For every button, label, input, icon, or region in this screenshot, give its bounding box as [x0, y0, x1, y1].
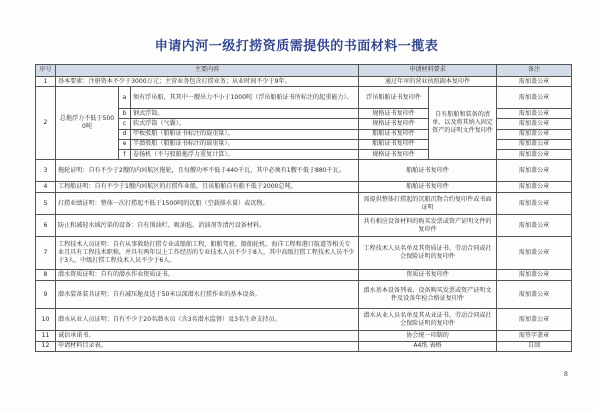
row-note: 需加盖公章 [497, 129, 572, 139]
row-group-label: 总拖浮力不低于5000吨 [56, 87, 119, 160]
sub-letter: f [119, 150, 131, 160]
row-content: 工程技术人员证明：自有从事救助打捞专业或船舶工程、船舶驾驶、船舶轮机、海洋工程和港口航道等相关专业且具有工程技术职称，并具有两年以上工作经历的专业技术人员不少于8人，其中高级打捞工程技术人员不少于3人，中级打捞工程技术人员不少于6人。 [56, 237, 359, 270]
materials-table [35, 64, 572, 352]
sub-requirement: 规格证书复印件 [359, 150, 429, 160]
table-row [36, 270, 572, 281]
row-no: 7 [36, 237, 56, 270]
row-requirement: 潜水基本设备列表、设备购买发票或资产证明文件及设备年检合格证复印件 [359, 281, 497, 309]
row-no: 4 [36, 182, 56, 193]
row-note: 需加盖公章 [497, 160, 572, 182]
sub-content: 甲板驳船（船舶证书标注的载重量）。 [131, 129, 359, 139]
row-content: 防止和减轻水域污染的设备：自有围油栏、吸油毡、消油剂等清污设备材料。 [56, 215, 359, 237]
row-note: 需加盖公章 [497, 182, 572, 193]
row-content: 打捞业绩证明：整体一次打捞起不低于1500吨的沉船（空载排水量）或沉物。 [56, 193, 359, 215]
row-note: 需加盖公章 [497, 119, 572, 129]
row-content: 诚信承诺书。 [56, 331, 359, 341]
table-row [36, 87, 572, 109]
row-note: 需加盖公章 [497, 193, 572, 215]
row-note: 需加盖公章 [497, 87, 572, 109]
sub-content: 钢式浮筒。 [131, 109, 359, 119]
sub-requirement: 浮吊船舶证书复印件 [359, 87, 429, 109]
row-note: 需加盖公章 [497, 109, 572, 119]
row-requirement: 工程技术人员名单及其资质证书、劳动合同或社会保险证明的复印件 [359, 237, 497, 270]
row-content: 潜水装备装具证明：自有减压舱及适于50米以深潜水打捞作业的基本设备。 [56, 281, 359, 309]
header-note: 备注 [497, 65, 572, 77]
row-requirement: 船舶证书复印件 [359, 182, 497, 193]
row-requirement: 潜水从业人员名单及其从业证书、劳动合同或社会保险证明的复印件 [359, 309, 497, 331]
row-no: 9 [36, 281, 56, 309]
row-content: 基本要素：注册资本不少于3000万元；主营业务包含打捞业务；从业时间不少于9年。 [56, 77, 359, 87]
table-header-row [36, 65, 572, 77]
row-note: 需加盖公章 [497, 237, 572, 270]
row-requirement: 资质证书复印件 [359, 270, 497, 281]
sub-letter: c [119, 119, 131, 129]
sub-content: 半潜驳船（船舶证书标注的载重量）。 [131, 139, 359, 149]
row-no: 3 [36, 160, 56, 182]
header-content: 主要内容 [56, 65, 359, 77]
row-no: 10 [36, 309, 56, 331]
row-note: 需加盖公章 [497, 77, 572, 87]
sub-content: 软式浮筒（气囊）。 [131, 119, 359, 129]
row-requirement: 需提供整体打捞起的沉船沉物合约复印件或书面证明 [359, 193, 497, 215]
table-row [36, 309, 572, 331]
sub-content: 卷扬机（不与驳船拖浮力重复计算）。 [131, 150, 359, 160]
row-no: 12 [36, 341, 56, 351]
row-note: 自制 [497, 341, 572, 351]
table-row [36, 77, 572, 87]
sub-requirement: 船舶证书复印件 [359, 139, 429, 149]
table-row [36, 331, 572, 341]
row-no: 11 [36, 331, 56, 341]
document-title: 申请内河一级打捞资质需提供的书面材料一揽表 [154, 39, 439, 54]
sub-letter: a [119, 87, 131, 109]
row-note: 需加盖公章 [497, 150, 572, 160]
table-row [36, 281, 572, 309]
row-content: 拖轮证明：自有不少于2艘的内河航区拖轮，且每艘功率不低于440千瓦，其中必须有1艘不低于880千瓦。 [56, 160, 359, 182]
table-row [36, 341, 572, 351]
row-no: 5 [36, 193, 56, 215]
row-note: 需加盖公章 [497, 281, 572, 309]
row-group-requirement: 自有船舶和装备的清单，以及将其纳入固定资产的证明文件复印件 [429, 87, 497, 160]
row-note: 需加盖公章 [497, 215, 572, 237]
table-row [36, 160, 572, 182]
sub-letter: e [119, 139, 131, 149]
sub-requirement: 规格证书复印件 [359, 109, 429, 119]
row-requirement: 通过年审的营业执照副本复印件 [359, 77, 497, 87]
header-no: 序号 [36, 65, 56, 77]
table-row [36, 182, 572, 193]
row-content: 工程船证明：自有不少于1艘内河航区的打捞作业船，且该船舶自有舶不低于2000总吨。 [56, 182, 359, 193]
table-row [36, 193, 572, 215]
row-requirement: 共有相应设备材料的购买发票或资产证明文件的复印件 [359, 215, 497, 237]
table-row [36, 215, 572, 237]
sub-requirement: 规格证书复印件 [359, 119, 429, 129]
row-content: 潜水资质证明：自有的潜水作业资质证书。 [56, 270, 359, 281]
sub-content: 须有浮吊船，其其中一艘吊力不小于1000吨（浮吊船舶证书所标注的起重能力）。 [131, 87, 359, 109]
row-note: 需加盖公章 [497, 309, 572, 331]
row-requirement: 协会统一印制的 [359, 331, 497, 341]
row-note: 需加盖公章 [497, 139, 572, 149]
sub-requirement: 船舶证书复印件 [359, 129, 429, 139]
row-no: 2 [36, 87, 56, 160]
row-requirement: 船舶证书复印件 [359, 160, 497, 182]
row-note: 需签字盖章 [497, 331, 572, 341]
row-no: 6 [36, 215, 56, 237]
row-no: 1 [36, 77, 56, 87]
row-requirement: A4纸 表格 [359, 341, 497, 351]
sub-letter: b [119, 109, 131, 119]
row-content: 潜水从业人员证明：自有不少于20名潜水员（含3名潜水监督）及3名生命支持员。 [56, 309, 359, 331]
row-no: 8 [36, 270, 56, 281]
table-row [36, 237, 572, 270]
header-requirement: 申请材料要求 [359, 65, 497, 77]
row-content: 申请材料目录表。 [56, 341, 359, 351]
row-note: 需加盖公章 [497, 270, 572, 281]
page-number: 8 [564, 371, 568, 378]
sub-letter: d [119, 129, 131, 139]
